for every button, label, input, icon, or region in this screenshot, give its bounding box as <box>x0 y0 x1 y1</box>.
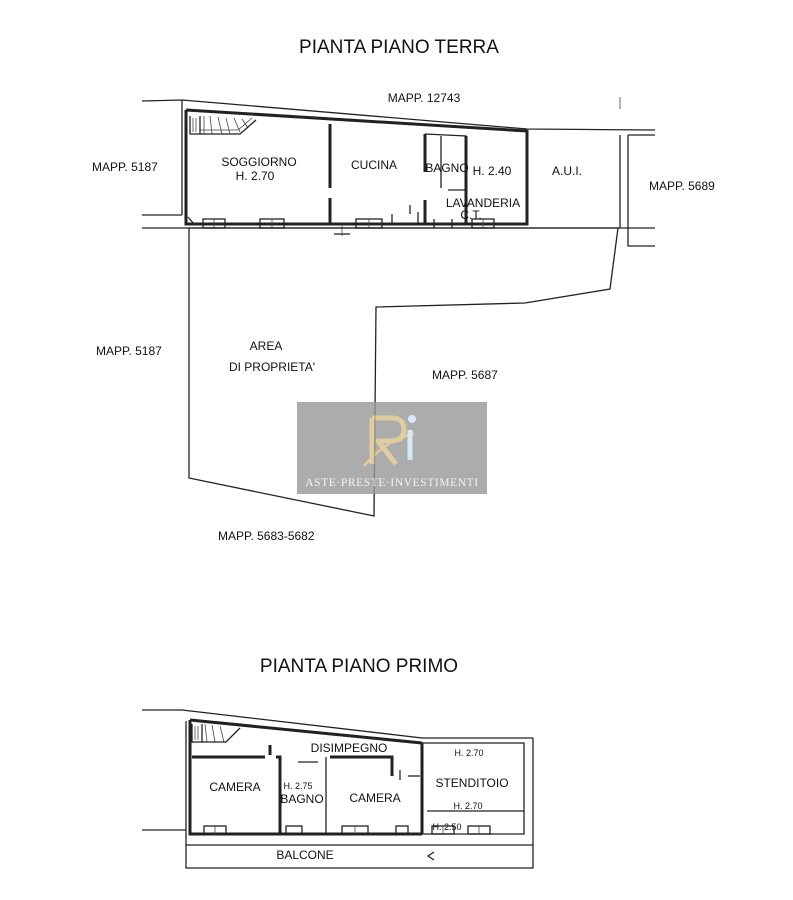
room-label-cucina: CUCINA <box>350 158 398 172</box>
room-label-lavanderia: LAVANDERIA <box>445 196 521 210</box>
watermark-logo <box>297 402 487 494</box>
room-label-ct: C.T. <box>460 208 482 222</box>
room-height-soggiorno: H. 2.70 <box>235 169 275 183</box>
staircase-first <box>192 724 240 742</box>
parcel-label-east: MAPP. 5689 <box>649 179 715 193</box>
area-label-line1: AREA <box>249 339 283 353</box>
parcel-label-north: MAPP. 12743 <box>387 91 461 105</box>
parcel-label-west-bottom: MAPP. 5187 <box>96 344 162 358</box>
windows-ground <box>188 217 494 236</box>
room-label-bagno-first: BAGNO <box>280 792 324 806</box>
room-label-aui: A.U.I. <box>551 164 583 178</box>
room-label-disimpegno: DISIMPEGNO <box>310 741 388 755</box>
room-height-bagno-first: H. 2.75 <box>283 781 313 791</box>
parcel-label-west-top: MAPP. 5187 <box>92 160 158 174</box>
room-height-stenditoio-low: H. 2.50 <box>432 822 462 832</box>
first-floor-plan <box>142 656 533 868</box>
watermark-text: ASTE·PRESTE·INVESTIMENTI <box>305 477 479 489</box>
parcel-label-south: MAPP. 5683-5682 <box>218 529 315 543</box>
room-label-soggiorno: SOGGIORNO <box>221 155 297 169</box>
room-label-stenditoio: STENDITOIO <box>435 776 509 790</box>
ground-floor-title: PIANTA PIANO TERRA <box>299 37 499 58</box>
room-height-stenditoio-mid: H. 2.70 <box>453 801 483 811</box>
room-height-stenditoio-top: H. 2.70 <box>454 748 484 758</box>
room-label-bagno-ground: BAGNO <box>425 161 469 175</box>
room-label-balcone: BALCONE <box>276 848 334 862</box>
room-label-camera-right: CAMERA <box>349 791 401 805</box>
room-label-camera-left: CAMERA <box>209 780 261 794</box>
room-height-lavanderia: H. 2.40 <box>472 164 512 178</box>
first-floor-title: PIANTA PIANO PRIMO <box>259 656 459 677</box>
parcel-label-southeast: MAPP. 5687 <box>432 368 498 382</box>
staircase-ground <box>190 116 256 134</box>
area-label-line2: DI PROPRIETA' <box>228 360 316 374</box>
